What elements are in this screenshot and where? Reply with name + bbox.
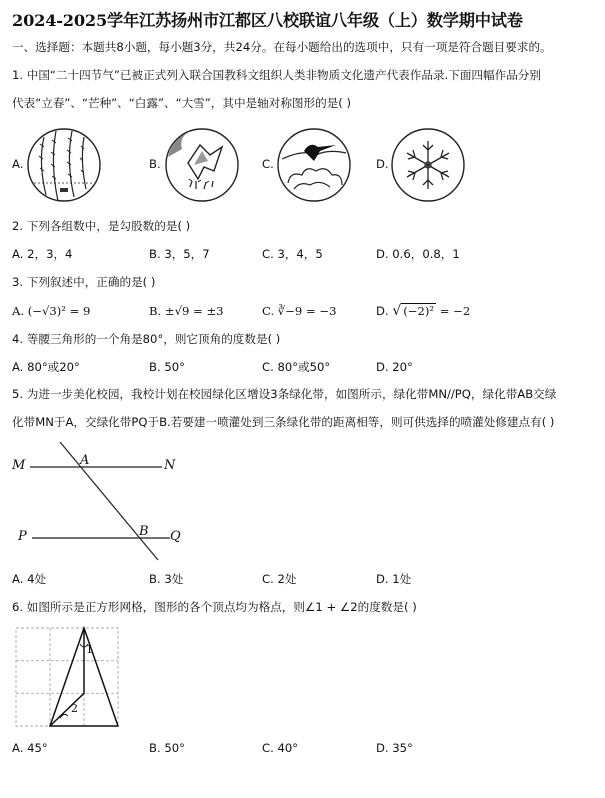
page-title: 2024-2025学年江苏扬州市江都区八校联谊八年级（上）数学期中试卷 [12, 11, 523, 30]
label-n: N [164, 458, 176, 473]
q5-option-c: C. 2处 [262, 572, 297, 586]
q5-option-a: A. 4处 [12, 572, 47, 586]
q2-option-d: D. 0.6，0.8，1 [376, 247, 460, 261]
q4-option-b: B. 50° [149, 360, 185, 374]
label-b: B [139, 524, 149, 539]
label-a: A [80, 453, 90, 468]
q3-stem: 3. 下列叙述中，正确的是( ) [12, 275, 156, 289]
q5-option-d: D. 1处 [376, 572, 412, 586]
q6-option-d: D. 35° [376, 741, 413, 755]
q1-option-b-label: B. [149, 157, 161, 171]
q4-option-d: D. 20° [376, 360, 413, 374]
q1-option-c-label: C. [262, 157, 274, 171]
q1-option-a-label: A. [12, 157, 24, 171]
daxue-figure [390, 127, 466, 203]
q5-stem-line1: 5. 为进一步美化校园，我校计划在校园绿化区增设3条绿化带，如图所示，绿化带MN//PQ，绿化带AB交绿 [12, 387, 557, 401]
angle-1-label: 1 [86, 643, 93, 656]
q3-option-b: B. ±√9 = ±3 [149, 304, 224, 318]
q3-option-d-label: D. [376, 304, 389, 318]
q5-stem-line2: 化带MN于A，交绿化带PQ于B.若要建一喷灌处到三条绿化带的距离相等，则可供选择的喷灌处修建点有( ) [12, 415, 555, 429]
bailu-figure [276, 127, 352, 203]
q6-option-a: A. 45° [12, 741, 48, 755]
q2-option-a: A. 2，3，4 [12, 247, 73, 261]
q1-option-d-label: D. [376, 157, 389, 171]
q3-option-d [376, 304, 470, 319]
line-ab [60, 442, 158, 560]
label-p: P [18, 529, 27, 544]
q3-option-d-radicand: (−2)² [403, 304, 435, 318]
q1-stem-line1: 1. 中国“二十四节气”已被正式列入联合国教科文组织人类非物质文化遗产代表作品录.下面四幅作品分别 [12, 68, 541, 82]
q6-grid-figure [14, 626, 124, 730]
lichun-figure [26, 127, 102, 203]
q6-option-b: B. 50° [149, 741, 185, 755]
angle-2-label: 2 [71, 702, 78, 715]
q4-option-a: A. 80°或20° [12, 360, 80, 374]
q3-option-d-result: = −2 [439, 304, 471, 318]
section-header: 一、选择题：本题共8小题，每小题3分，共24分。在每小题给出的选项中，只有一项是符合题目要求的。 [12, 40, 552, 54]
q6-stem: 6. 如图所示是正方形网格，图形的各个顶点均为格点，则∠1 + ∠2的度数是( ) [12, 600, 417, 614]
label-q: Q [170, 529, 181, 544]
q3-option-a: A. (−√3)² = 9 [12, 304, 91, 318]
q1-stem-line2: 代表“立春”、“芒种”、“白露”、“大雪”，其中是轴对称图形的是( ) [12, 96, 352, 110]
q6-option-c: C. 40° [262, 741, 299, 755]
q2-option-b: B. 3，5，7 [149, 247, 210, 261]
label-m: M [12, 458, 26, 473]
q4-option-c: C. 80°或50° [262, 360, 331, 374]
q5-option-b: B. 3处 [149, 572, 184, 586]
q3-option-c: C. ∛−9 = −3 [262, 304, 337, 318]
q2-stem: 2. 下列各组数中，是勾股数的是( ) [12, 219, 191, 233]
q2-option-c: C. 3，4，5 [262, 247, 323, 261]
mangzhong-figure [164, 127, 240, 203]
sqrt-sign: √ [392, 303, 402, 319]
q4-stem: 4. 等腰三角形的一个角是80°，则它顶角的度数是( ) [12, 332, 281, 346]
